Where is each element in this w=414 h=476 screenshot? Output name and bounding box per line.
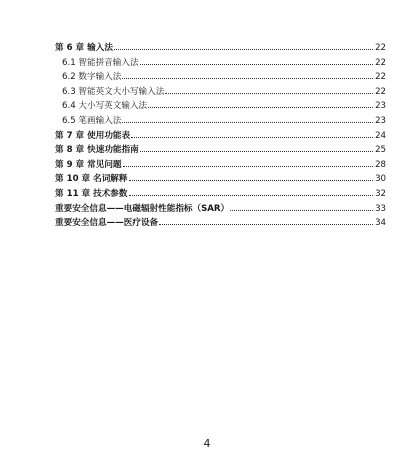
toc-entry-6-3[interactable] — [55, 85, 386, 100]
toc-entry-label: 6.4 大小写英文输入法 — [62, 101, 148, 112]
toc-entry-page: 22 — [375, 43, 386, 53]
toc-entry-page: 25 — [375, 145, 386, 156]
dot-leader — [140, 64, 374, 65]
toc-entry-chapter-9[interactable] — [55, 158, 386, 173]
dot-leader — [159, 224, 373, 225]
toc-entry-safety-sar[interactable] — [55, 202, 386, 217]
toc-entry-label: 第 7 章 使用功能表 — [55, 130, 131, 141]
toc-entry-label: 第 6 章 输入法 — [55, 43, 113, 53]
dot-leader — [123, 166, 374, 167]
toc-entry-page: 28 — [375, 159, 386, 170]
toc-entry-6-1[interactable] — [55, 56, 386, 71]
dot-leader — [131, 137, 373, 138]
toc-entry-label: 6.1 智能拼音输入法 — [62, 57, 139, 68]
toc-entry-page: 33 — [375, 203, 386, 214]
toc-entry-chapter-7[interactable] — [55, 129, 386, 144]
dot-leader — [230, 210, 373, 211]
toc-entry-chapter-6[interactable] — [55, 41, 386, 56]
toc-entry-label: 第 9 章 常见问题 — [55, 159, 122, 170]
toc-entry-page: 22 — [375, 57, 386, 68]
toc-entry-chapter-11[interactable] — [55, 187, 386, 202]
toc-entry-page: 30 — [375, 174, 386, 185]
toc-entry-chapter-10[interactable] — [55, 172, 386, 187]
toc-entry-page: 24 — [375, 130, 386, 141]
toc-entry-safety-medical[interactable] — [55, 216, 386, 231]
toc-entry-chapter-8[interactable] — [55, 143, 386, 158]
toc-entry-page: 23 — [375, 115, 386, 126]
dot-leader — [140, 151, 373, 152]
toc-entry-label: 重要安全信息——电磁辐射性能指标（SAR） — [55, 203, 230, 214]
toc-entry-label: 6.3 智能英文大小写输入法 — [62, 86, 165, 97]
toc-entry-page: 23 — [375, 101, 386, 112]
dot-leader — [114, 49, 373, 50]
toc-entry-6-2[interactable] — [55, 70, 386, 85]
table-of-contents — [55, 41, 386, 231]
dot-leader — [129, 180, 374, 181]
dot-leader — [122, 122, 373, 123]
page-number: 4 — [203, 437, 211, 450]
toc-entry-label: 重要安全信息——医疗设备 — [55, 218, 159, 229]
dot-leader — [165, 93, 373, 94]
toc-entry-label: 6.5 笔画输入法 — [62, 115, 122, 126]
toc-entry-page: 22 — [375, 72, 386, 83]
toc-entry-page: 22 — [375, 86, 386, 97]
toc-entry-label: 第 10 章 名词解释 — [55, 174, 128, 185]
toc-entry-label: 第 8 章 快速功能指南 — [55, 145, 139, 156]
toc-entry-label: 6.2 数字输入法 — [62, 72, 122, 83]
toc-entry-page: 34 — [375, 218, 386, 229]
toc-entry-6-5[interactable] — [55, 114, 386, 129]
dot-leader — [148, 107, 373, 108]
toc-entry-6-4[interactable] — [55, 99, 386, 114]
dot-leader — [129, 195, 374, 196]
toc-entry-page: 32 — [375, 188, 386, 199]
toc-entry-label: 第 11 章 技术参数 — [55, 188, 128, 199]
dot-leader — [122, 78, 373, 79]
